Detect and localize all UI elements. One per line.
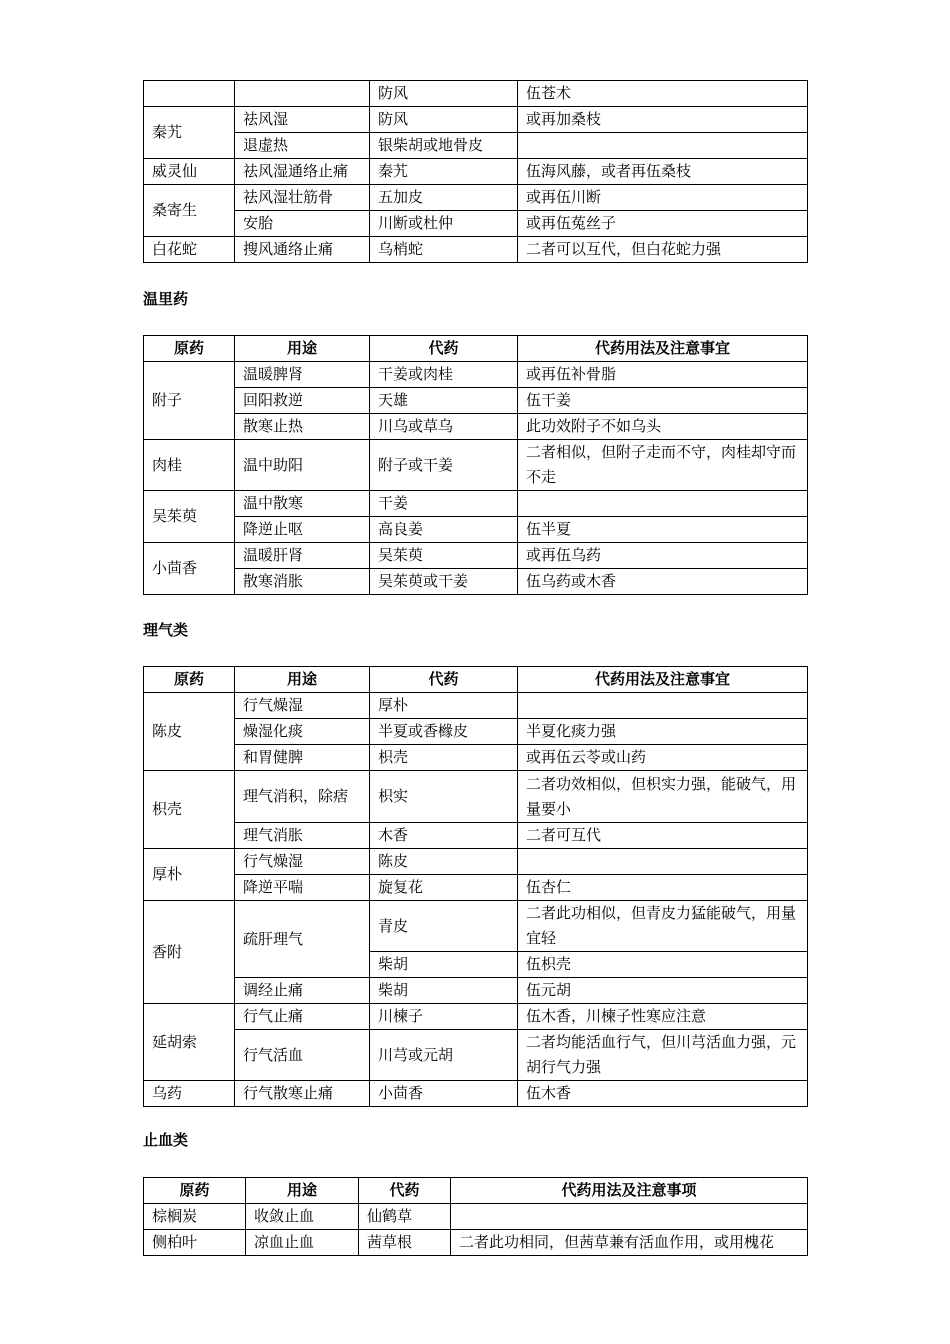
table-row: 乌药 行气散寒止痛 小茴香 伍木香 — [144, 1081, 808, 1107]
table-row: 退虚热 银柴胡或地骨皮 — [144, 133, 808, 159]
table-liqi — [143, 666, 808, 1107]
table-row: 柴胡 伍枳壳 — [144, 952, 808, 978]
table-row: 附子 温暖脾肾 干姜或肉桂 或再伍补骨脂 — [144, 362, 808, 388]
section-title-liqi: 理气类 — [143, 621, 189, 639]
table-row: 行气活血 川芎或元胡 二者均能活血行气，但川芎活血力强，元胡行气力强 — [144, 1030, 808, 1081]
table-row: 防风 伍苍术 — [144, 81, 808, 107]
table-row: 桑寄生 祛风湿壮筋骨 五加皮 或再伍川断 — [144, 185, 808, 211]
table-row: 散寒止热 川乌或草乌 此功效附子不如乌头 — [144, 414, 808, 440]
table-row: 枳壳 理气消积，除痞 枳实 二者功效相似，但枳实力强，能破气，用量要小 — [144, 771, 808, 823]
table-row: 降逆平喘 旋复花 伍杏仁 — [144, 875, 808, 901]
table-fengshi-continued — [143, 80, 808, 263]
table-row: 白花蛇 搜风通络止痛 乌梢蛇 二者可以互代，但白花蛇力强 — [144, 237, 808, 263]
table-row: 降逆止呕 高良姜 伍半夏 — [144, 517, 808, 543]
table-row: 吴茱萸 温中散寒 干姜 — [144, 491, 808, 517]
table-row: 棕榈炭 收敛止血 仙鹤草 — [144, 1204, 808, 1230]
table-row: 理气消胀 木香 二者可互代 — [144, 823, 808, 849]
table-zhixue — [143, 1177, 808, 1256]
table-row: 和胃健脾 枳壳 或再伍云苓或山药 — [144, 745, 808, 771]
table-row: 调经止痛 柴胡 伍元胡 — [144, 978, 808, 1004]
table-row: 肉桂 温中助阳 附子或干姜 二者相似，但附子走而不守，肉桂却守而不走 — [144, 440, 808, 491]
table-row: 香附 疏肝理气 青皮 二者此功相似，但青皮力猛能破气，用量宜轻 — [144, 901, 808, 952]
table-row: 小茴香 温暖肝肾 吴茱萸 或再伍乌药 — [144, 543, 808, 569]
table-row: 安胎 川断或杜仲 或再伍菟丝子 — [144, 211, 808, 237]
section-title-zhixue: 止血类 — [143, 1131, 189, 1149]
table-wenli — [143, 335, 808, 595]
table-row: 散寒消胀 吴茱萸或干姜 伍乌药或木香 — [144, 569, 808, 595]
section-title-wenli: 温里药 — [143, 290, 189, 308]
table-row: 燥湿化痰 半夏或香橼皮 半夏化痰力强 — [144, 719, 808, 745]
table-row: 秦艽 祛风湿 防风 或再加桑枝 — [144, 107, 808, 133]
table-header-row: 原药 用途 代药 代药用法及注意事宜 — [144, 667, 808, 693]
table-header-row: 原药 用途 代药 代药用法及注意事项 — [144, 1178, 808, 1204]
table-row: 回阳救逆 天雄 伍干姜 — [144, 388, 808, 414]
table-row: 侧柏叶 凉血止血 茜草根 二者此功相同，但茜草兼有活血作用，或用槐花 — [144, 1230, 808, 1256]
table-row: 延胡索 行气止痛 川楝子 伍木香，川楝子性寒应注意 — [144, 1004, 808, 1030]
table-row: 威灵仙 祛风湿通络止痛 秦艽 伍海风藤，或者再伍桑枝 — [144, 159, 808, 185]
table-header-row: 原药 用途 代药 代药用法及注意事宜 — [144, 336, 808, 362]
table-row: 厚朴 行气燥湿 陈皮 — [144, 849, 808, 875]
table-row: 陈皮 行气燥湿 厚朴 — [144, 693, 808, 719]
